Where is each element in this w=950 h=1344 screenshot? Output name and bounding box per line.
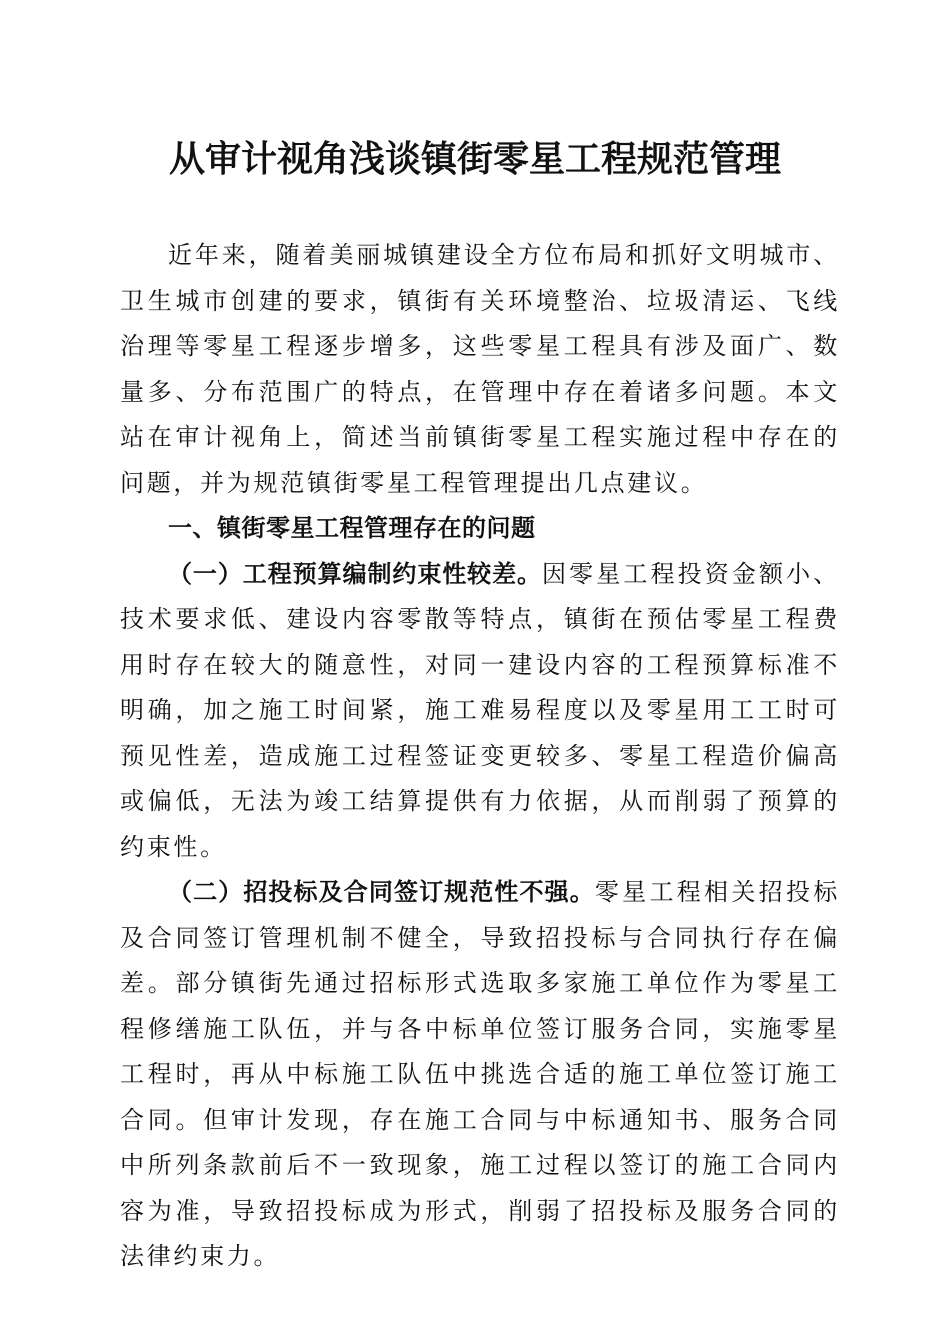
document-body [120,233,840,1280]
document-title: 从审计视角浅谈镇街零星工程规范管理 [168,138,781,180]
item-2-subheading: （二）招投标及合同签订规范性不强。 [168,878,595,906]
item-2-paragraph [120,870,840,1280]
item-2-text: 零星工程相关招投标及合同签订管理机制不健全，导致招投标与合同执行存在偏差。部分镇街先通过招标形式选取多家施工单位作为零星工程修缮施工队伍，并与各中标单位签订服务合同，实施零星工程时，再从中标施工队伍中挑选合适的施工单位签订施工合同。但审计发现，存在施工合同与中标通知书、服务合同中所列条款前后不一致现象，施工过程以签订的施工合同内容为准，导致招投标成为形式，削弱了招投标及服务合同的法律约束力。 [120,878,840,1270]
item-1-paragraph [120,552,840,871]
item-1-text: 因零星工程投资金额小、技术要求低、建设内容零散等特点，镇街在预估零星工程费用时存在较大的随意性，对同一建设内容的工程预算标准不明确，加之施工时间紧，施工难易程度以及零星用工工时可预见性差，造成施工过程签证变更较多、零星工程造价偏高或偏低，无法为竣工结算提供有力依据，从而削弱了预算的约束性。 [120,559,841,861]
section-heading: 一、镇街零星工程管理存在的问题 [168,514,536,542]
intro-paragraph: 近年来，随着美丽城镇建设全方位布局和抓好文明城市、卫生城市创建的要求，镇街有关环境整治、垃圾清运、飞线治理等零星工程逐步增多，这些零星工程具有涉及面广、数量多、分布范围广的特点，在管理中存在着诸多问题。本文站在审计视角上，简述当前镇街零星工程实施过程中存在的问题，并为规范镇街零星工程管理提出几点建议。 [120,241,840,497]
item-1-subheading: （一）工程预算编制约束性较差。 [168,559,542,588]
